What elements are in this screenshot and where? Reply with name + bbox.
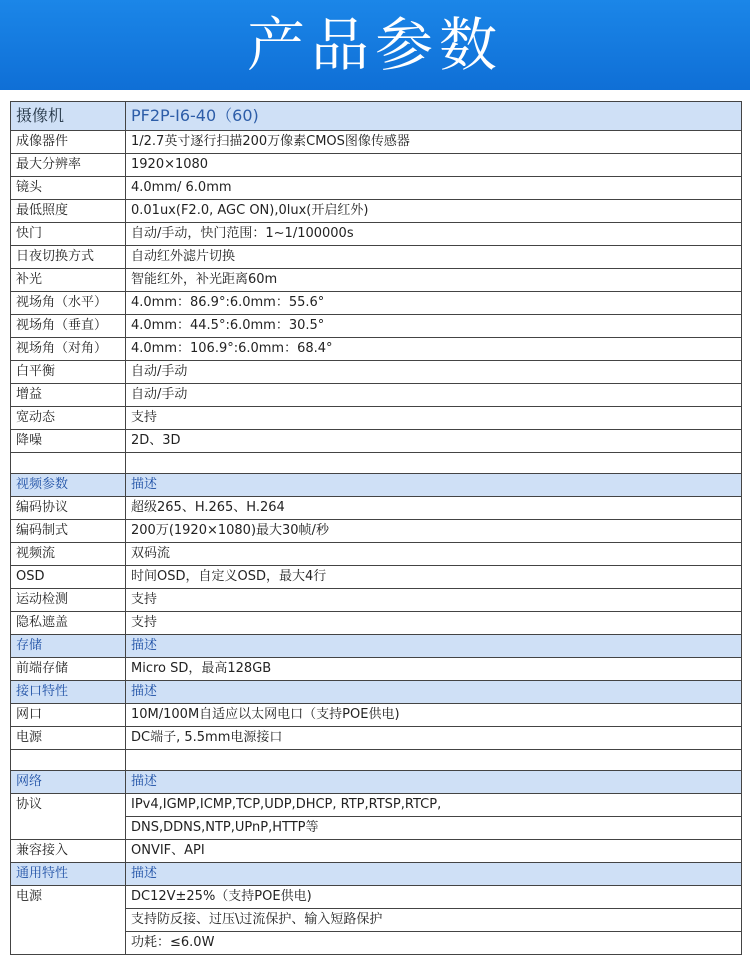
row-value: IPv4,IGMP,ICMP,TCP,UDP,DHCP, RTP,RTSP,RTCP, bbox=[126, 794, 742, 817]
table-row bbox=[11, 430, 742, 453]
table-row bbox=[11, 246, 742, 269]
row-value: 1920×1080 bbox=[126, 154, 742, 177]
row-label: 最大分辨率 bbox=[11, 154, 126, 177]
row-label: 电源 bbox=[11, 886, 126, 955]
row-value: DC12V±25%（支持POE供电) bbox=[126, 886, 742, 909]
row-value: 自动/手动 bbox=[126, 361, 742, 384]
row-value: 支持防反接、过压\过流保护、输入短路保护 bbox=[126, 909, 742, 932]
table-row bbox=[11, 177, 742, 200]
row-label: 编码协议 bbox=[11, 497, 126, 520]
spec-table bbox=[10, 101, 742, 955]
model-label: 摄像机 bbox=[11, 102, 126, 131]
row-label: 隐私遮盖 bbox=[11, 612, 126, 635]
table-row bbox=[11, 612, 742, 635]
row-value: 自动/手动 bbox=[126, 384, 742, 407]
section-header-network bbox=[11, 771, 742, 794]
table-row bbox=[11, 658, 742, 681]
row-label: 编码制式 bbox=[11, 520, 126, 543]
row-value: 支持 bbox=[126, 589, 742, 612]
row-value: 1/2.7英寸逐行扫描200万像素CMOS图像传感器 bbox=[126, 131, 742, 154]
table-row bbox=[11, 292, 742, 315]
row-value: ONVIF、API bbox=[126, 840, 742, 863]
row-label: 协议 bbox=[11, 794, 126, 840]
table-row bbox=[11, 794, 742, 817]
row-label: 运动检测 bbox=[11, 589, 126, 612]
section-desc: 描述 bbox=[126, 635, 742, 658]
table-row bbox=[11, 154, 742, 177]
row-label: OSD bbox=[11, 566, 126, 589]
section-header-storage bbox=[11, 635, 742, 658]
row-label: 网口 bbox=[11, 704, 126, 727]
section-header-interface bbox=[11, 681, 742, 704]
row-label: 最低照度 bbox=[11, 200, 126, 223]
table-row bbox=[11, 223, 742, 246]
row-value: 超级265、H.265、H.264 bbox=[126, 497, 742, 520]
row-label: 视场角（对角） bbox=[11, 338, 126, 361]
row-label: 视场角（水平） bbox=[11, 292, 126, 315]
model-value: PF2P-I6-40（60) bbox=[126, 102, 742, 131]
table-row bbox=[11, 886, 742, 909]
section-header-video bbox=[11, 474, 742, 497]
table-row bbox=[11, 543, 742, 566]
table-row bbox=[11, 497, 742, 520]
row-value: 双码流 bbox=[126, 543, 742, 566]
table-row bbox=[11, 361, 742, 384]
row-label: 降噪 bbox=[11, 430, 126, 453]
row-value: 4.0mm：86.9°:6.0mm：55.6° bbox=[126, 292, 742, 315]
section-desc: 描述 bbox=[126, 474, 742, 497]
table-row bbox=[11, 384, 742, 407]
table-row bbox=[11, 407, 742, 430]
header-banner bbox=[0, 0, 750, 90]
row-value: 4.0mm：106.9°:6.0mm：68.4° bbox=[126, 338, 742, 361]
section-desc: 描述 bbox=[126, 771, 742, 794]
table-row bbox=[11, 269, 742, 292]
row-label: 补光 bbox=[11, 269, 126, 292]
section-label: 通用特性 bbox=[11, 863, 126, 886]
table-row bbox=[11, 338, 742, 361]
table-row bbox=[11, 589, 742, 612]
table-row bbox=[11, 704, 742, 727]
section-label: 接口特性 bbox=[11, 681, 126, 704]
table-row bbox=[11, 131, 742, 154]
row-label: 白平衡 bbox=[11, 361, 126, 384]
page-title: 产品参数 bbox=[246, 11, 503, 79]
row-label: 日夜切换方式 bbox=[11, 246, 126, 269]
row-label: 视场角（垂直） bbox=[11, 315, 126, 338]
row-label: 前端存储 bbox=[11, 658, 126, 681]
row-label: 快门 bbox=[11, 223, 126, 246]
row-value: 0.01ux(F2.0, AGC ON),0lux(开启红外) bbox=[126, 200, 742, 223]
row-value: 智能红外，补光距离60m bbox=[126, 269, 742, 292]
section-desc: 描述 bbox=[126, 681, 742, 704]
row-value: 自动红外滤片切换 bbox=[126, 246, 742, 269]
row-value: 时间OSD，自定义OSD，最大4行 bbox=[126, 566, 742, 589]
section-label: 存储 bbox=[11, 635, 126, 658]
row-label: 电源 bbox=[11, 727, 126, 750]
row-value: DNS,DDNS,NTP,UPnP,HTTP等 bbox=[126, 817, 742, 840]
row-value: 10M/100M自适应以太网电口（支持POE供电) bbox=[126, 704, 742, 727]
model-row bbox=[11, 102, 742, 131]
table-row bbox=[11, 200, 742, 223]
blank-row bbox=[11, 453, 742, 474]
row-label: 宽动态 bbox=[11, 407, 126, 430]
table-row bbox=[11, 840, 742, 863]
section-header-general bbox=[11, 863, 742, 886]
blank-row bbox=[11, 750, 742, 771]
row-label: 兼容接入 bbox=[11, 840, 126, 863]
section-label: 网络 bbox=[11, 771, 126, 794]
row-value: 支持 bbox=[126, 612, 742, 635]
section-desc: 描述 bbox=[126, 863, 742, 886]
row-value: Micro SD，最高128GB bbox=[126, 658, 742, 681]
row-value: DC端子, 5.5mm电源接口 bbox=[126, 727, 742, 750]
table-row bbox=[11, 315, 742, 338]
row-value: 4.0mm：44.5°:6.0mm：30.5° bbox=[126, 315, 742, 338]
row-value: 功耗：≤6.0W bbox=[126, 932, 742, 955]
table-row bbox=[11, 727, 742, 750]
row-label: 成像器件 bbox=[11, 131, 126, 154]
row-value: 2D、3D bbox=[126, 430, 742, 453]
row-label: 视频流 bbox=[11, 543, 126, 566]
row-label: 镜头 bbox=[11, 177, 126, 200]
table-row bbox=[11, 520, 742, 543]
table-row bbox=[11, 566, 742, 589]
row-value: 4.0mm/ 6.0mm bbox=[126, 177, 742, 200]
row-label: 增益 bbox=[11, 384, 126, 407]
row-value: 200万(1920×1080)最大30帧/秒 bbox=[126, 520, 742, 543]
row-value: 支持 bbox=[126, 407, 742, 430]
row-value: 自动/手动，快门范围：1~1/100000s bbox=[126, 223, 742, 246]
section-label: 视频参数 bbox=[11, 474, 126, 497]
